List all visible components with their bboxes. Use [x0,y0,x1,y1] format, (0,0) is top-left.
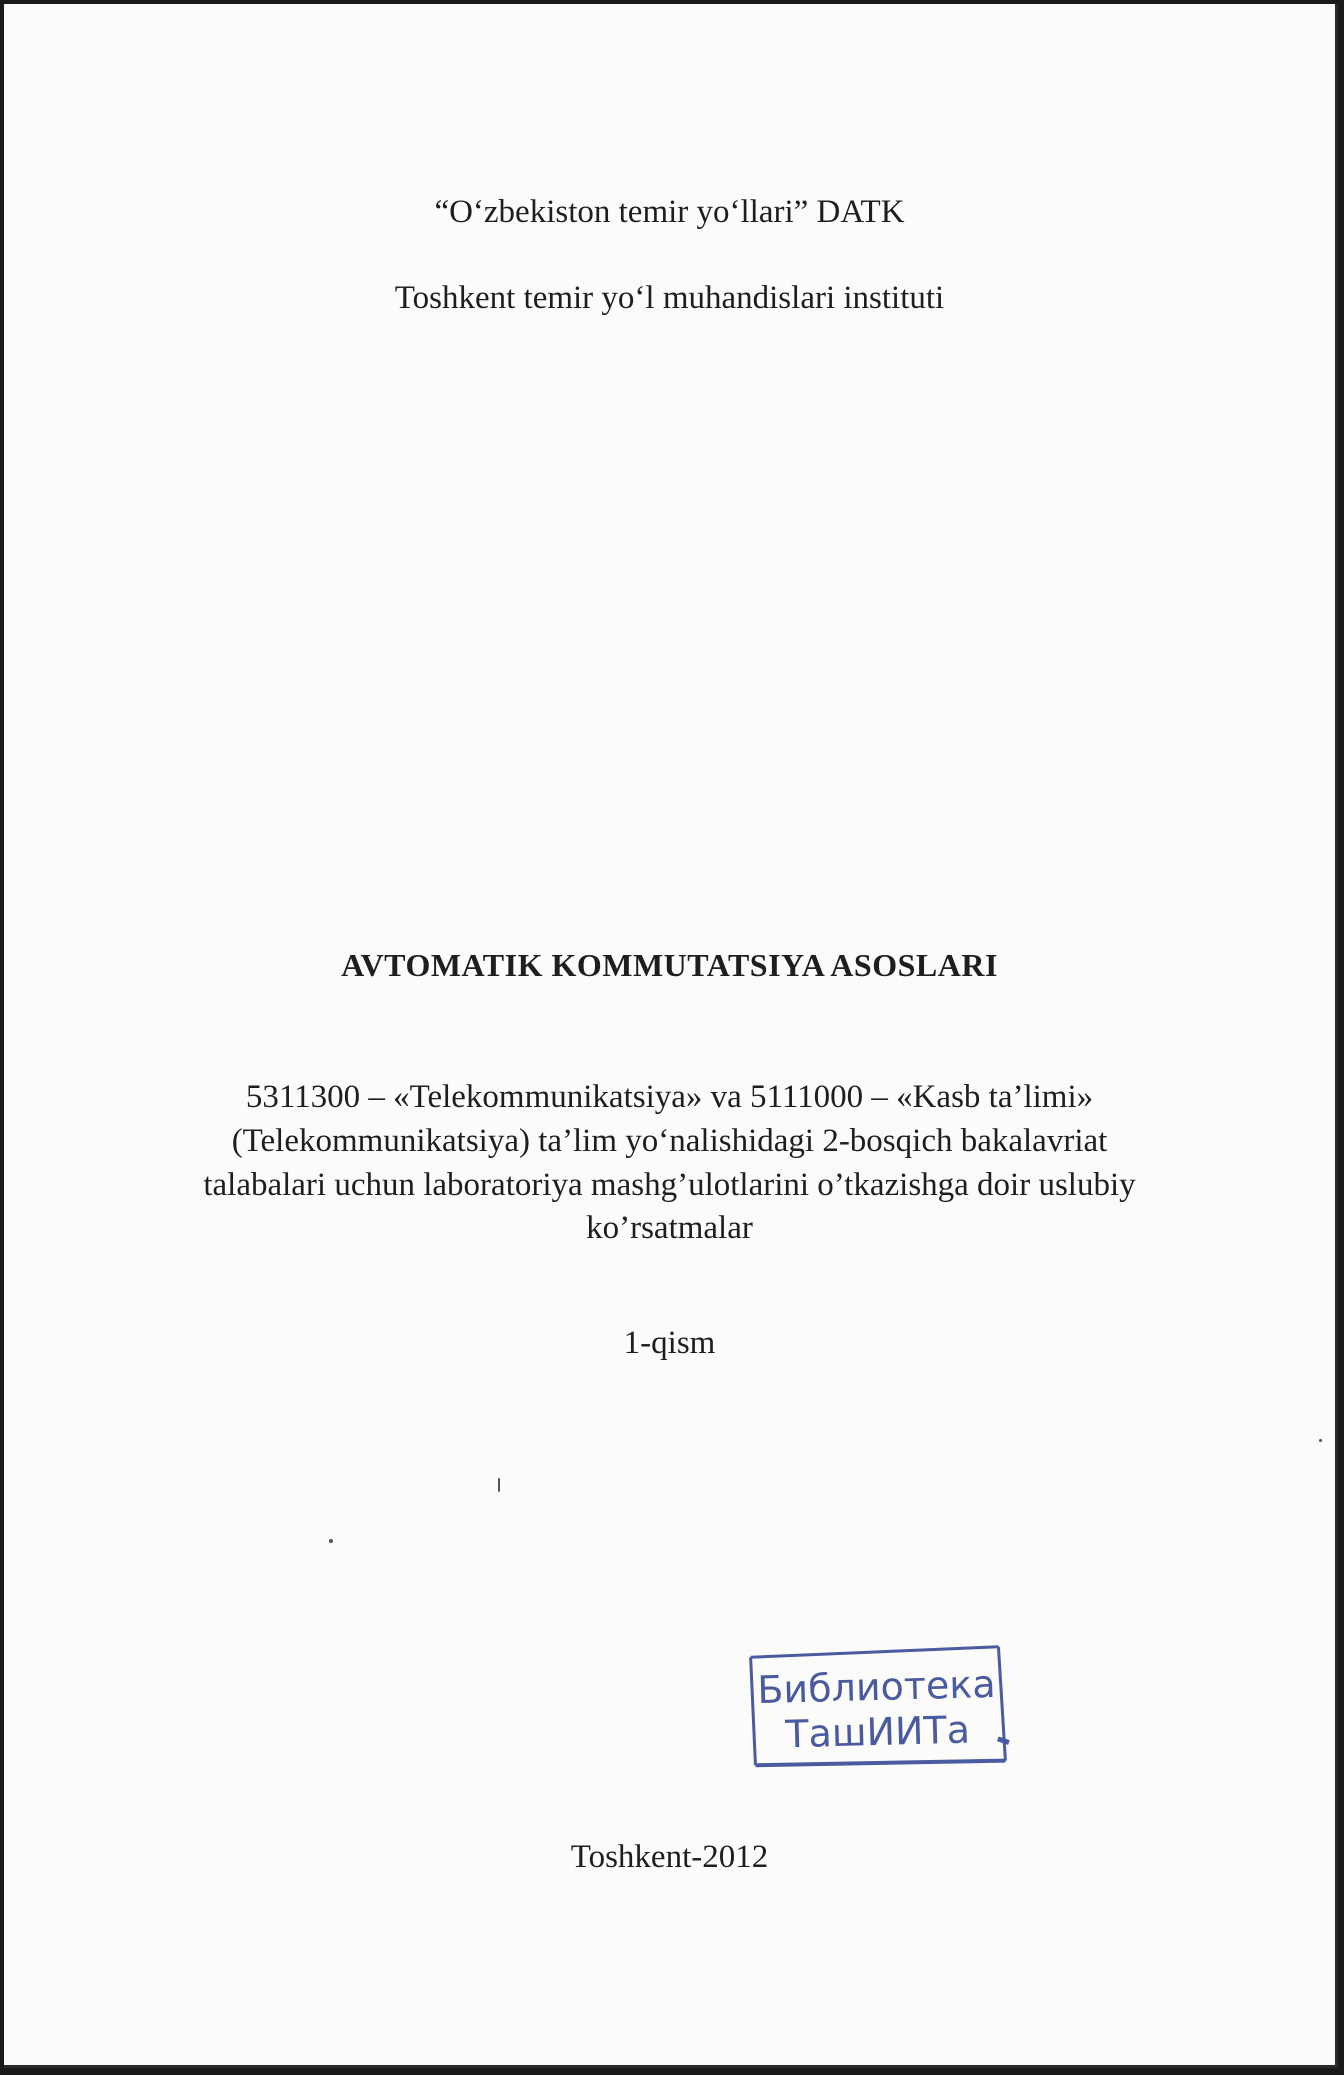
document-title: AVTOMATIK KOMMUTATSIYA ASOSLARI [341,947,998,983]
description-line-2: (Telekommunikatsiya) ta’lim yo‘nalishidagi 2-bosqich bakalavriat [231,1123,1108,1159]
city-year: Toshkent-2012 [570,1839,769,1875]
description-line-4: ko’rsatmalar [586,1210,753,1246]
stamp-line-2: ТашИИТа [784,1707,971,1757]
description-line-3: talabalari uchun laboratoriya mashg’ulotlarini o’tkazishga doir uslubiy [203,1167,1136,1203]
description-line-1: 5311300 – «Telekommunikatsiya» va 5111000 – «Kasb ta’limi» [245,1079,1094,1115]
speck [329,1539,333,1543]
title-page [4,4,1338,2068]
institute-name: Toshkent temir yo‘l muhandislari instituti [394,280,945,316]
speck [498,1478,500,1492]
organization-name: “O‘zbekiston temir yo‘llari” DATK [434,194,905,230]
part-number: 1-qism [623,1325,716,1361]
speck [1319,1439,1322,1442]
library-stamp [740,1638,1013,1777]
stamp-line-1: Библиотека [756,1661,997,1713]
